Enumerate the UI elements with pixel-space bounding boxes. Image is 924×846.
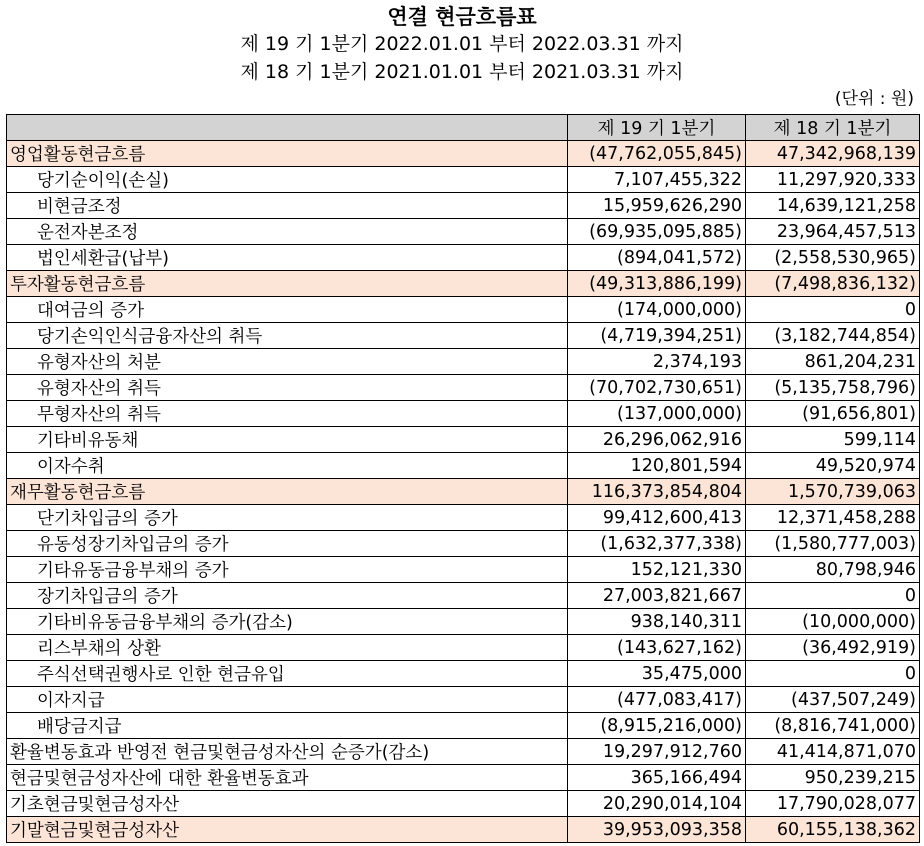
value-prior: 17,790,028,077	[746, 791, 920, 817]
table-row	[7, 505, 920, 531]
row-label: 무형자산의 취득	[7, 401, 568, 427]
period-current: 제 19 기 1분기 2022.01.01 부터 2022.03.31 까지	[240, 33, 684, 55]
value-prior: 49,520,974	[746, 453, 920, 479]
value-prior: 80,798,946	[746, 557, 920, 583]
report-title: 연결 현금흐름표	[387, 5, 537, 29]
column-header-prior: 제 18 기 1분기	[746, 115, 920, 141]
table-row	[7, 531, 920, 557]
row-label: 운전자본조정	[7, 219, 568, 245]
table-row	[7, 765, 920, 791]
value-prior: 0	[746, 583, 920, 609]
table-row	[7, 453, 920, 479]
value-current: 152,121,330	[568, 557, 746, 583]
report-header	[0, 0, 924, 112]
table-row	[7, 401, 920, 427]
row-label: 투자활동현금흐름	[7, 271, 568, 297]
row-label: 당기순이익(손실)	[7, 167, 568, 193]
value-current: (47,762,055,845)	[568, 141, 746, 167]
value-prior: (7,498,836,132)	[746, 271, 920, 297]
value-prior: 861,204,231	[746, 349, 920, 375]
column-header-label	[7, 115, 568, 141]
table-row	[7, 141, 920, 167]
value-prior: 14,639,121,258	[746, 193, 920, 219]
value-current: 116,373,854,804	[568, 479, 746, 505]
value-current: 26,296,062,916	[568, 427, 746, 453]
value-prior: 950,239,215	[746, 765, 920, 791]
value-prior: 599,114	[746, 427, 920, 453]
value-prior: (437,507,249)	[746, 687, 920, 713]
value-prior: (3,182,744,854)	[746, 323, 920, 349]
table-row	[7, 479, 920, 505]
value-prior: 47,342,968,139	[746, 141, 920, 167]
table-row	[7, 167, 920, 193]
value-current: (49,313,886,199)	[568, 271, 746, 297]
value-current: (137,000,000)	[568, 401, 746, 427]
row-label: 기말현금및현금성자산	[7, 817, 568, 843]
row-label: 유형자산의 취득	[7, 375, 568, 401]
table-row	[7, 713, 920, 739]
table-row	[7, 583, 920, 609]
value-prior: (8,816,741,000)	[746, 713, 920, 739]
table-row	[7, 817, 920, 843]
value-prior: 41,414,871,070	[746, 739, 920, 765]
value-current: 35,475,000	[568, 661, 746, 687]
table-row	[7, 245, 920, 271]
table-row	[7, 323, 920, 349]
value-current: 15,959,626,290	[568, 193, 746, 219]
row-label: 배당금지급	[7, 713, 568, 739]
table-row	[7, 557, 920, 583]
value-prior: (5,135,758,796)	[746, 375, 920, 401]
value-prior: (36,492,919)	[746, 635, 920, 661]
table-row	[7, 739, 920, 765]
table-row	[7, 193, 920, 219]
table-row	[7, 375, 920, 401]
value-current: 20,290,014,104	[568, 791, 746, 817]
table-row	[7, 635, 920, 661]
table-row	[7, 219, 920, 245]
value-prior: (1,580,777,003)	[746, 531, 920, 557]
row-label: 이자지급	[7, 687, 568, 713]
row-label: 유동성장기차입금의 증가	[7, 531, 568, 557]
value-prior: 12,371,458,288	[746, 505, 920, 531]
row-label: 기타비유동금융부채의 증가(감소)	[7, 609, 568, 635]
row-label: 법인세환급(납부)	[7, 245, 568, 271]
row-label: 당기손익인식금융자산의 취득	[7, 323, 568, 349]
value-prior: (2,558,530,965)	[746, 245, 920, 271]
value-current: (8,915,216,000)	[568, 713, 746, 739]
value-prior: 23,964,457,513	[746, 219, 920, 245]
table-row	[7, 297, 920, 323]
value-prior: 0	[746, 297, 920, 323]
row-label: 장기차입금의 증가	[7, 583, 568, 609]
value-prior: 11,297,920,333	[746, 167, 920, 193]
row-label: 리스부채의 상환	[7, 635, 568, 661]
value-current: 19,297,912,760	[568, 739, 746, 765]
value-current: 99,412,600,413	[568, 505, 746, 531]
row-label: 유형자산의 처분	[7, 349, 568, 375]
table-row	[7, 791, 920, 817]
value-current: 120,801,594	[568, 453, 746, 479]
value-current: 938,140,311	[568, 609, 746, 635]
table-row	[7, 271, 920, 297]
row-label: 기타비유동채	[7, 427, 568, 453]
row-label: 주식선택권행사로 인한 현금유입	[7, 661, 568, 687]
table-row	[7, 661, 920, 687]
row-label: 비현금조정	[7, 193, 568, 219]
value-current: (1,632,377,338)	[568, 531, 746, 557]
value-prior: 1,570,739,063	[746, 479, 920, 505]
value-current: 39,953,093,358	[568, 817, 746, 843]
value-prior: (91,656,801)	[746, 401, 920, 427]
cash-flow-table	[6, 114, 920, 843]
row-label: 단기차입금의 증가	[7, 505, 568, 531]
table-row	[7, 427, 920, 453]
row-label: 영업활동현금흐름	[7, 141, 568, 167]
value-current: 2,374,193	[568, 349, 746, 375]
value-current: 7,107,455,322	[568, 167, 746, 193]
value-current: (477,083,417)	[568, 687, 746, 713]
unit-label: (단위 : 원)	[834, 89, 914, 109]
row-label: 기초현금및현금성자산	[7, 791, 568, 817]
value-current: (4,719,394,251)	[568, 323, 746, 349]
column-header-current: 제 19 기 1분기	[568, 115, 746, 141]
row-label: 재무활동현금흐름	[7, 479, 568, 505]
row-label: 기타유동금융부채의 증가	[7, 557, 568, 583]
value-current: (70,702,730,651)	[568, 375, 746, 401]
value-current: (143,627,162)	[568, 635, 746, 661]
table-row	[7, 349, 920, 375]
value-current: 365,166,494	[568, 765, 746, 791]
value-current: (894,041,572)	[568, 245, 746, 271]
value-prior: 0	[746, 661, 920, 687]
table-row	[7, 609, 920, 635]
row-label: 환율변동효과 반영전 현금및현금성자산의 순증가(감소)	[7, 739, 568, 765]
value-current: (69,935,095,885)	[568, 219, 746, 245]
value-prior: 60,155,138,362	[746, 817, 920, 843]
row-label: 현금및현금성자산에 대한 환율변동효과	[7, 765, 568, 791]
value-current: 27,003,821,667	[568, 583, 746, 609]
table-row	[7, 687, 920, 713]
period-prior: 제 18 기 1분기 2021.01.01 부터 2021.03.31 까지	[240, 61, 684, 83]
table-header-row	[7, 115, 920, 141]
row-label: 이자수취	[7, 453, 568, 479]
value-current: (174,000,000)	[568, 297, 746, 323]
value-prior: (10,000,000)	[746, 609, 920, 635]
row-label: 대여금의 증가	[7, 297, 568, 323]
